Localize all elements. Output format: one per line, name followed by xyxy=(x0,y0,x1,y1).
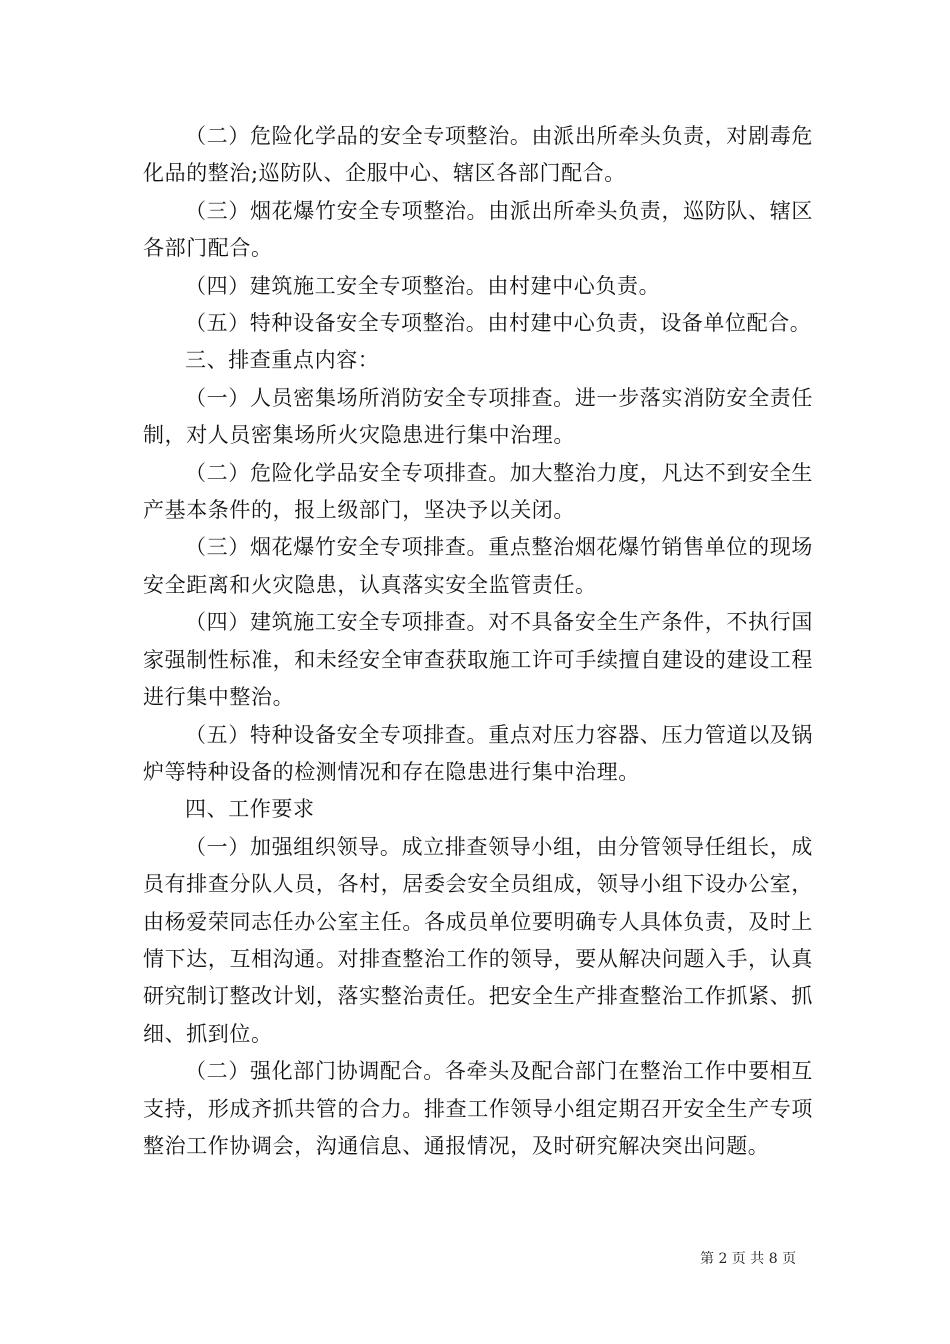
paragraph-construction-inspection: （四）建筑施工安全专项排查。对不具备安全生产条件，不执行国家强制性标准，和未经安全审查获取施工许可手续擅自建设的建设工程进行集中整治。 xyxy=(143,610,813,710)
page-number-footer: 第 2 页 共 8 页 xyxy=(700,1251,797,1267)
section-heading-inspection-focus: 三、排查重点内容： xyxy=(185,348,380,373)
paragraph-hazardous-chemicals-inspection: （二）危险化学品安全专项排查。加大整治力度，凡达不到安全生产基本条件的，报上级部门，坚决予以关闭。 xyxy=(143,460,813,523)
paragraph-construction-rectification: （四）建筑施工安全专项整治。由村建中心负责。 xyxy=(185,273,661,298)
paragraph-fire-safety-inspection: （一）人员密集场所消防安全专项排查。进一步落实消防安全责任制，对人员密集场所火灾隐患进行集中治理。 xyxy=(143,385,813,448)
document-body xyxy=(143,118,813,1165)
paragraph-special-equipment-rectification: （五）特种设备安全专项整治。由村建中心负责，设备单位配合。 xyxy=(185,311,812,336)
paragraph-special-equipment-inspection: （五）特种设备安全专项排查。重点对压力容器、压力管道以及锅炉等特种设备的检测情况和存在隐患进行集中治理。 xyxy=(143,722,813,784)
paragraph-fireworks-inspection: （三）烟花爆竹安全专项排查。重点整治烟花爆竹销售单位的现场安全距离和火灾隐患，认真落实安全监管责任。 xyxy=(143,535,813,597)
paragraph-fireworks-rectification: （三）烟花爆竹安全专项整治。由派出所牵头负责，巡防队、辖区各部门配合。 xyxy=(143,198,813,261)
paragraph-organization-leadership: （一）加强组织领导。成立排查领导小组，由分管领导任组长，成员有排查分队人员，各村，居委会安全员组成，领导小组下设办公室，由杨爱荣同志任办公室主任。各成员单位要明确专人具体负责，及时上情下达，互相沟通。对排查整治工作的领导，要从解决问题入手，认真研究制订整改计划，落实整治责任。把安全生产排查整治工作抓紧、抓细、抓到位。 xyxy=(143,834,813,1046)
paragraph-department-coordination: （二）强化部门协调配合。各牵头及配合部门在整治工作中要相互支持，形成齐抓共管的合力。排查工作领导小组定期召开安全生产专项整治工作协调会，沟通信息、通报情况，及时研究解决突出问题。 xyxy=(143,1059,813,1158)
paragraph-hazardous-chemicals-rectification: （二）危险化学品的安全专项整治。由派出所牵头负责，对剧毒危化品的整治;巡防队、企服中心、辖区各部门配合。 xyxy=(143,124,813,186)
section-heading-work-requirements: 四、工作要求 xyxy=(185,797,315,822)
